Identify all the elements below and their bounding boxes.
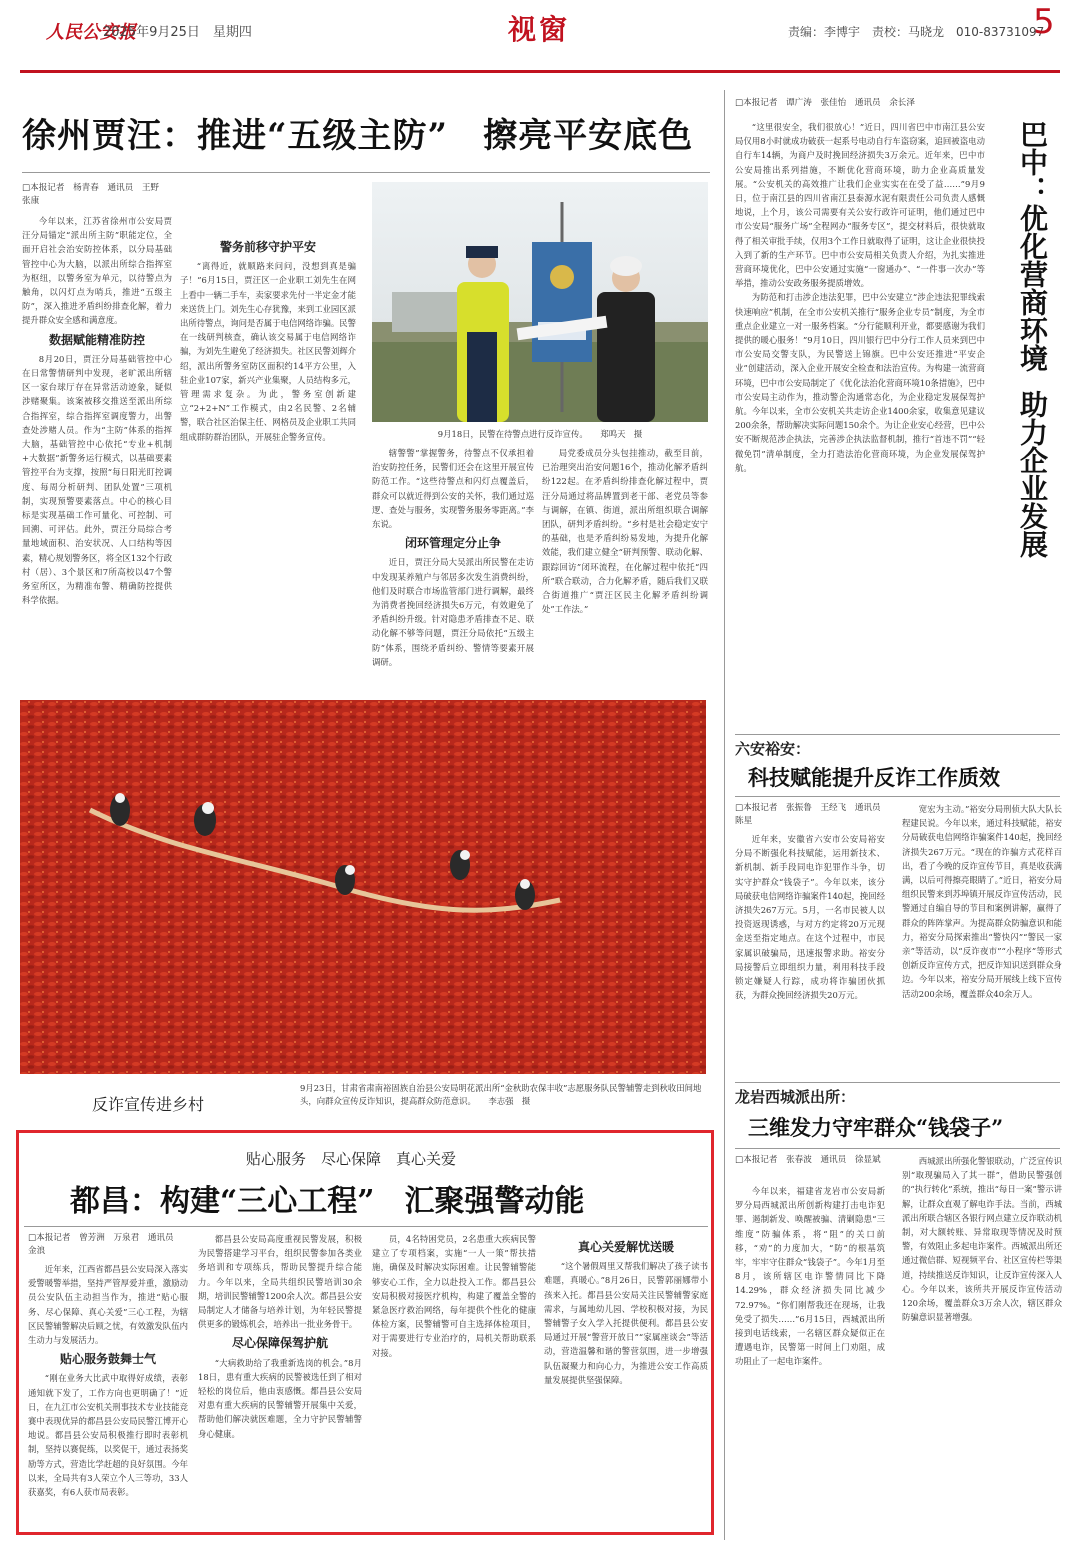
duchang-col-2 (198, 1232, 362, 1528)
longyan-headline: 三维发力守牢群众“钱袋子” (748, 1115, 1004, 1140)
photo-police-consult (372, 182, 708, 422)
police-scene-image (372, 182, 708, 422)
photo2-title: 反诈宣传进乡村 (92, 1095, 205, 1114)
xuzhou-subhead-3: 闭环管理定分止争 (404, 536, 501, 551)
bazhong-col1-para: “这里很安全，我们很放心！”近日，四川省巴中市南江县公安局仅用8小时就成功破获一起系号电动自行车盗窃案，追回被盗电动自行车14辆，为商户及时挽回经济损失3万余元。近年来，巴中市公安局推出系列措施，不断优化营商环境，助力企业高质量发展。“公安机关的高效推广让我们企业实实在在受了益……”9月9日，位于南江县的四川省南江县泰源水泥有限责任公司负责人感慨地说，上个月，该公司需要有关公安行政许可证明，他们通过巴中市公安局“服务广场”全程网办“服务专区”，提交材料后，很快就取得了相关审批手续，仅用3个工作日就取得了证明，这让企业很快投入到了新的生产环节。巴中市公安局相关负责人介绍，为扎实推进营商环境优化，巴中公安通过实施“一窗通办”、“一件事一次办”等举措，推动公安政务服务提质增效。 (735, 122, 985, 289)
bazhong-col-1 (735, 120, 985, 668)
duchang-headline: 都昌：构建“三心工程” 汇聚强警动能 (70, 1184, 585, 1219)
photo1-caption: 9月18日，民警在待警点进行反诈宣传。 郑鸣天 摄 (437, 429, 643, 439)
bazhong-col1b-para: 为防范和打击涉企违法犯罪，巴中公安建立“涉企违法犯罪线索快速响应”机制，在全市公安机关推行“服务企业专员”制度，为全市重点企业建立一对一服务档案。“分行能顺利开业，都要感谢为我们提供的暖心服务！”9月10日，四川银行巴中分行工作人员来到巴中市公安局交警支队，为民警送上锦旗。巴中公安还推进“平安企业”创建活动，深入企业开展安全检查和法治宣传。为构建一流营商环境，巴中市公安局制定了《优化法治化营商环境10条措施》，巴中市公安局主动作为，推动警企沟通常态化，为企业稳定发展保驾护航。今年以来，全市公安机关共走访企业1400余家，收集意见建议200余条，帮助解决实际问题150余个。为让企业安心经营，巴中公安不断规范涉企执法，完善涉企执法监督机制，推行“首违不罚”“轻微免罚”清单制度，全力打造法治化营商环境，为企业发展保驾护航。 (735, 292, 985, 473)
duchang-kicker: 贴心服务 尽心保障 真心关爱 (246, 1150, 457, 1168)
xuzhou-subhead-1: 数据赋能精准防控 (48, 332, 145, 347)
duchang-col2b-para: “大病救助给了我重新选岗的机会。”8月18日，患有重大疾病的民警被选任到了相对轻松的岗位后，他由衷感慨。都昌县公安局对患有重大疾病的民警辅警开展集中关爱，帮助他们解决就医难题，全力守护民警辅警身心健康。 (198, 1357, 362, 1439)
xuzhou-col3b-para: 近日，贾汪分局大吴派出所民警在走访中发现某养殖户与邻居多次发生消费纠纷，他们及时联合市场监管部门进行调解，最终为消费者挽回经济损失6万元，有效避免了矛盾纠纷升级。针对隐患矛盾排查不足、联动化解不够等问题，贾汪分局依托“五级主防”体系，围绕矛盾纠纷、警情等要素开展调研。 (372, 557, 534, 667)
photo-chili-field (20, 700, 706, 1074)
longyan-col1-para: 今年以来，福建省龙岩市公安局新罗分局西城派出所创新构建打击电诈犯罪、遏制新发、唤醒被骗、清剿隐患“三维度”防骗体系，将“阻”的关口前移，“劝”的力度加大，“防”的根基筑牢，牢牢守住群众“钱袋子”。今年1月至8月，该所辖区电诈警情同比下降14.29%，群众经济损失同比减少72.97%。“你们刚帮我还在现场，让我免受了损失……”6月15日，西城派出所接到电话线索，一名辖区群众疑似正在遭遇电诈，民警第一时间上门劝阻，成功阻止了一起电诈案件。 (735, 1186, 885, 1367)
duchang-byline: □本报记者 曾芳洲 万泉君 通讯员 金浪 (28, 1233, 183, 1256)
longyan-col2-para: 西城派出所强化警银联动，广泛宣传识别“取现骗局入了其一群”，借助民警强创的“执行转化”系统，推出“每日一案”警示讲解，让群众直观了解电诈手法。当前，西城派出所联合辖区各银行网点建立反诈联动机制，对大额转账、异常取现等情况及时预警，有效阻止多起电诈案件。西城派出所还通过微信群、短视频平台、社区宣传栏等渠道，持续推送反诈知识，让反诈宣传深入人心。今年以来，该所共开展反诈宣传活动120余场，覆盖群众3万余人次，辖区群众防骗意识显著增强。 (902, 1156, 1062, 1323)
luan-rule (735, 796, 1060, 797)
duchang-subhead-1: 贴心服务鼓舞士气 (59, 1352, 156, 1367)
chili-field-image (20, 700, 706, 1074)
longyan-byline: □本报记者 张春波 通讯员 徐显斌 (735, 1155, 881, 1165)
xuzhou-byline: □本报记者 杨青春 通讯员 王野 张康 (22, 183, 168, 206)
xuzhou-col3-para: 辖警警”掌握警务，待警点不仅承担着治安防控任务，民警们还会在这里开展宣传防范工作。“这些待警点和闪灯点覆盖后，群众可以就近得到公安的关怀，我们通过巡逻、查处与服务，实现警务服务零距离。”李东说。 (372, 448, 534, 530)
duchang-col-1 (28, 1262, 188, 1528)
bazhong-headline-2: 助力企业发展 (1016, 390, 1049, 558)
duchang-col1-para: 近年来，江西省都昌县公安局深入落实爱警暖警举措，坚持严管厚爱并重，激励动员公安队伍主动担当作为，推进“贴心服务、尽心保障、真心关爱”三心工程，为辖区民警辅警解决后顾之忧，有效激发队伍内生动力与发展活力。 (28, 1264, 188, 1346)
xuzhou-col-4 (542, 446, 708, 684)
luan-byline: □本报记者 张振鲁 王经飞 通讯员 陈星 (735, 803, 890, 826)
xuzhou-col1-para: 今年以来，江苏省徐州市公安局贾汪分局锚定“派出所主防”职能定位，全面开启社会治安防控体系，以分局基础管控中心为大脑，以派出所综合指挥室为枢纽，以警务室为单元，以待警点为触角，以闪灯点为哨兵，推进“五级主防”，深入推进矛盾纠纷排查化解，着力提升群众安全感和满意度。 (22, 216, 172, 326)
luan-headline: 科技赋能提升反诈工作质效 (748, 765, 1000, 790)
bazhong-byline: □本报记者 谭广涛 张佳怡 通讯员 余长泽 (735, 98, 915, 108)
duchang-col-3 (372, 1232, 536, 1528)
xuzhou-subhead-2: 警务前移守护平安 (219, 240, 316, 254)
xuzhou-headline: 徐州贾汪：推进“五级主防” 擦亮平安底色 (22, 116, 694, 156)
xuzhou-col-3 (372, 446, 534, 684)
masthead-logo: 人民公安报 (46, 22, 136, 43)
issue-date: 2025年9月25日 星期四 (103, 25, 252, 40)
luan-kicker: 六安裕安： (735, 740, 811, 758)
photo2-caption: 9月23日，甘肃省肃南裕固族自治县公安局明花派出所“金秋助农保丰收”志愿服务队民警辅警走到秋收田间地头，向群众宣传反诈知识，提高群众防范意识。 李志强 摄 (300, 1083, 702, 1106)
xuzhou-col2-para: “离得近，就顺路来问问，没想到真是骗子！”6月15日，贾汪区一企业职工刘先生在网上看中一辆二手车，卖家要求先付一半定金才能来送货上门。刘先生心存犹豫，来到工业园区派出所待警点，询问是否属于电信网络诈骗。民警在一线研判核查，确认该交易属于电信网络诈骗，为刘先生避免了经济损失。社区民警刘辉介绍，派出所警务室防区面积约14平方公里，入驻企业107家，新兴产业集聚，人员结构多元，管理需求复杂。为此，警务室创新建立“2+2+N”工作模式，由2名民警、2名辅警，联合社区治保主任、网格员及企业职工共同组成群防群治团队，开展驻企警务宣传。 (180, 261, 356, 442)
duchang-col4-para: “这个暑假周里又帮我们解决了孩子读书难题，真暖心。”8月26日，民警郭丽娜带小孩来入托。都昌县公安局关注民警辅警家庭需求，与属地幼儿园、学校积极对接，为民警辅警子女入学入托提供便利。都昌县公安局通过开展“警营开放日”“家属座谈会”等活动，营造温馨和谐的警营氛围，进一步增强队伍凝聚力和向心力，为推进公安工作高质量发展提供坚强保障。 (544, 1261, 708, 1385)
xuzhou-rule (22, 172, 710, 173)
duchang-col-4 (544, 1232, 708, 1528)
duchang-subhead-2: 尽心保障保驾护航 (231, 1336, 328, 1351)
editors-line: 责编：李博宇 责校：马晓龙 010-83731097 (788, 25, 1045, 39)
longyan-col-1 (735, 1184, 885, 1534)
xuzhou-col-2 (180, 182, 356, 684)
duchang-subhead-3: 真心关爱解忧送暖 (577, 1240, 674, 1254)
longyan-col-2 (902, 1154, 1062, 1534)
duchang-col1b-para: “刚在业务大比武中取得好成绩，表彰通知就下发了，工作方向也更明确了！”近日，在九江市公安机关刑事技术专业技能竞赛中表现优异的都昌县公安局民警江博开心地说。都昌县公安局积极推行即时表彰机制，坚持以赛促练，以奖促干，通过表扬奖励等方式，营造比学赶超的良好氛围。今年以来，全局共有3人荣立个人三等功，33人获嘉奖，有6人获市局表彰。 (28, 1373, 188, 1498)
luan-col2-para: 宽宏为主动。”裕安分局刑侦大队大队长程建民说。今年以来，通过科技赋能，裕安分局破获电信网络诈骗案件140起，挽回经济损失267万元。“现在的诈骗方式花样百出，看了今晚的反诈宣传节目，真是收获满满，以后可得擦亮眼睛了。”近日，裕安分局组织民警来到苏埠镇开展反诈宣传活动，民警通过自编自导的节目和案例讲解，赢得了群众的阵阵掌声。为提高群众防骗意识和能力，裕安分局探索推出“警快闪”“警民一家亲”等活动，以“反诈夜市”“小程序”等形式创新反诈宣传方式，把反诈知识送到群众身边。今年以来，裕安分局开展线上线下宣传活动200余场，覆盖群众40余万人。 (902, 804, 1062, 999)
longyan-rule (735, 1148, 1060, 1149)
duchang-col3-para: 员，4名特困党员，2名患重大疾病民警建立了专项档案，实施“一人一策”帮扶措施，确保及时解决实际困难。让民警辅警能够安心工作，全力以赴投入工作。都昌县公安局积极对接医疗机构，构建了覆盖全警的紧急医疗救治网络，每年提供个性化的健康体检方案，民警辅警可自主选择体检项目，对于需要进行专业治疗的，局机关帮助联系对接。 (372, 1234, 536, 1358)
duchang-col2-para: 都昌县公安局高度重视民警发展，积极为民警搭建学习平台，组织民警参加各类业务培训和专项练兵，帮助民警提升综合能力。今年以来，全局共组织民警培训30余期，培训民警辅警1200余人次。都昌县公安局制定人才储备与培养计划，为年轻民警提供更多的锻炼机会，培养出一批业务骨干。 (198, 1234, 362, 1330)
duchang-rule (24, 1226, 708, 1227)
luan-col-1 (735, 832, 885, 1062)
xuzhou-col4-para: 局党委成员分头包挂推动，截至目前，已治理突出治安问题16个，推动化解矛盾纠纷122起。在矛盾纠纷排查化解过程中，贾汪分局通过将品牌置到老干部、老党员等参与调解，在镇、街道，派出所组织联合调解团队，研判矛盾纠纷。“乡村是社会稳定安宁的基础，也是矛盾纠纷易发地，为提升化解效能，我们建立健全“研判预警、联动化解、跟踪回访”闭环流程，在化解过程中依托“四所”联合联动，合力化解矛盾，随后我们又联合街道推广“贾汪区民主化解矛盾纠纷调处”工作法。” (542, 448, 708, 615)
page-number: 5 (1033, 2, 1055, 42)
section-title: 视窗 (508, 13, 571, 46)
xuzhou-col-1 (22, 214, 172, 684)
bazhong-headline-1: 巴中：优化营商环境 (1016, 120, 1049, 372)
xuzhou-col1b-para: 8月20日，贾汪分局基础管控中心在日常警情研判中发现，老旷派出所辖区一家台球厅存在异常活动迹象，疑似涉赌聚集。该案被移交推送至派出所综合指挥室，综合指挥室调度警力，出警查处涉赌人员。作为“主防”体系的指挥大脑，基础管控中心依托“专业+机制+大数据”新警务运行模式，以基础要素管控平台为支撑，按照“每日阳光盯控调度、每周分析研判、团队处置”三项机制，实现预警要素落点。中心的核心目标是实现基础工作可量化、可控制、可回溯、可评估。此外，贾汪分局综合考量地域面积、治安状况、人口结构等因素，精心规划警务区，将全区132个行政村（居）、3个景区和7所高校以47个警务室所区，为精准布警、精确防控提供科学依据。 (22, 353, 172, 606)
header-rule (20, 70, 1060, 73)
column-divider (724, 90, 725, 1540)
longyan-kicker: 龙岩西城派出所： (735, 1088, 856, 1106)
luan-rule-top (735, 734, 1060, 735)
luan-col-2 (902, 802, 1062, 1062)
longyan-rule-top (735, 1082, 1060, 1083)
luan-col1-para: 近年来，安徽省六安市公安局裕安分局不断强化科技赋能，运用新技术、新机制、新手段同电诈犯罪作斗争，切实守护群众“钱袋子”。今年以来，该分局破获电信网络诈骗案件140起，挽回经济损失267万元。5月，一名市民被人以投资返现诱惑，与对方约定将20万元现金送至指定地点。在这个过程中，市民家属识破骗局，迅速报警求助。裕安分局接警后立即组织力量，利用科技手段锁定嫌疑人行踪，成功将诈骗团伙抓获，为群众挽回经济损失20万元。 (735, 834, 885, 1001)
